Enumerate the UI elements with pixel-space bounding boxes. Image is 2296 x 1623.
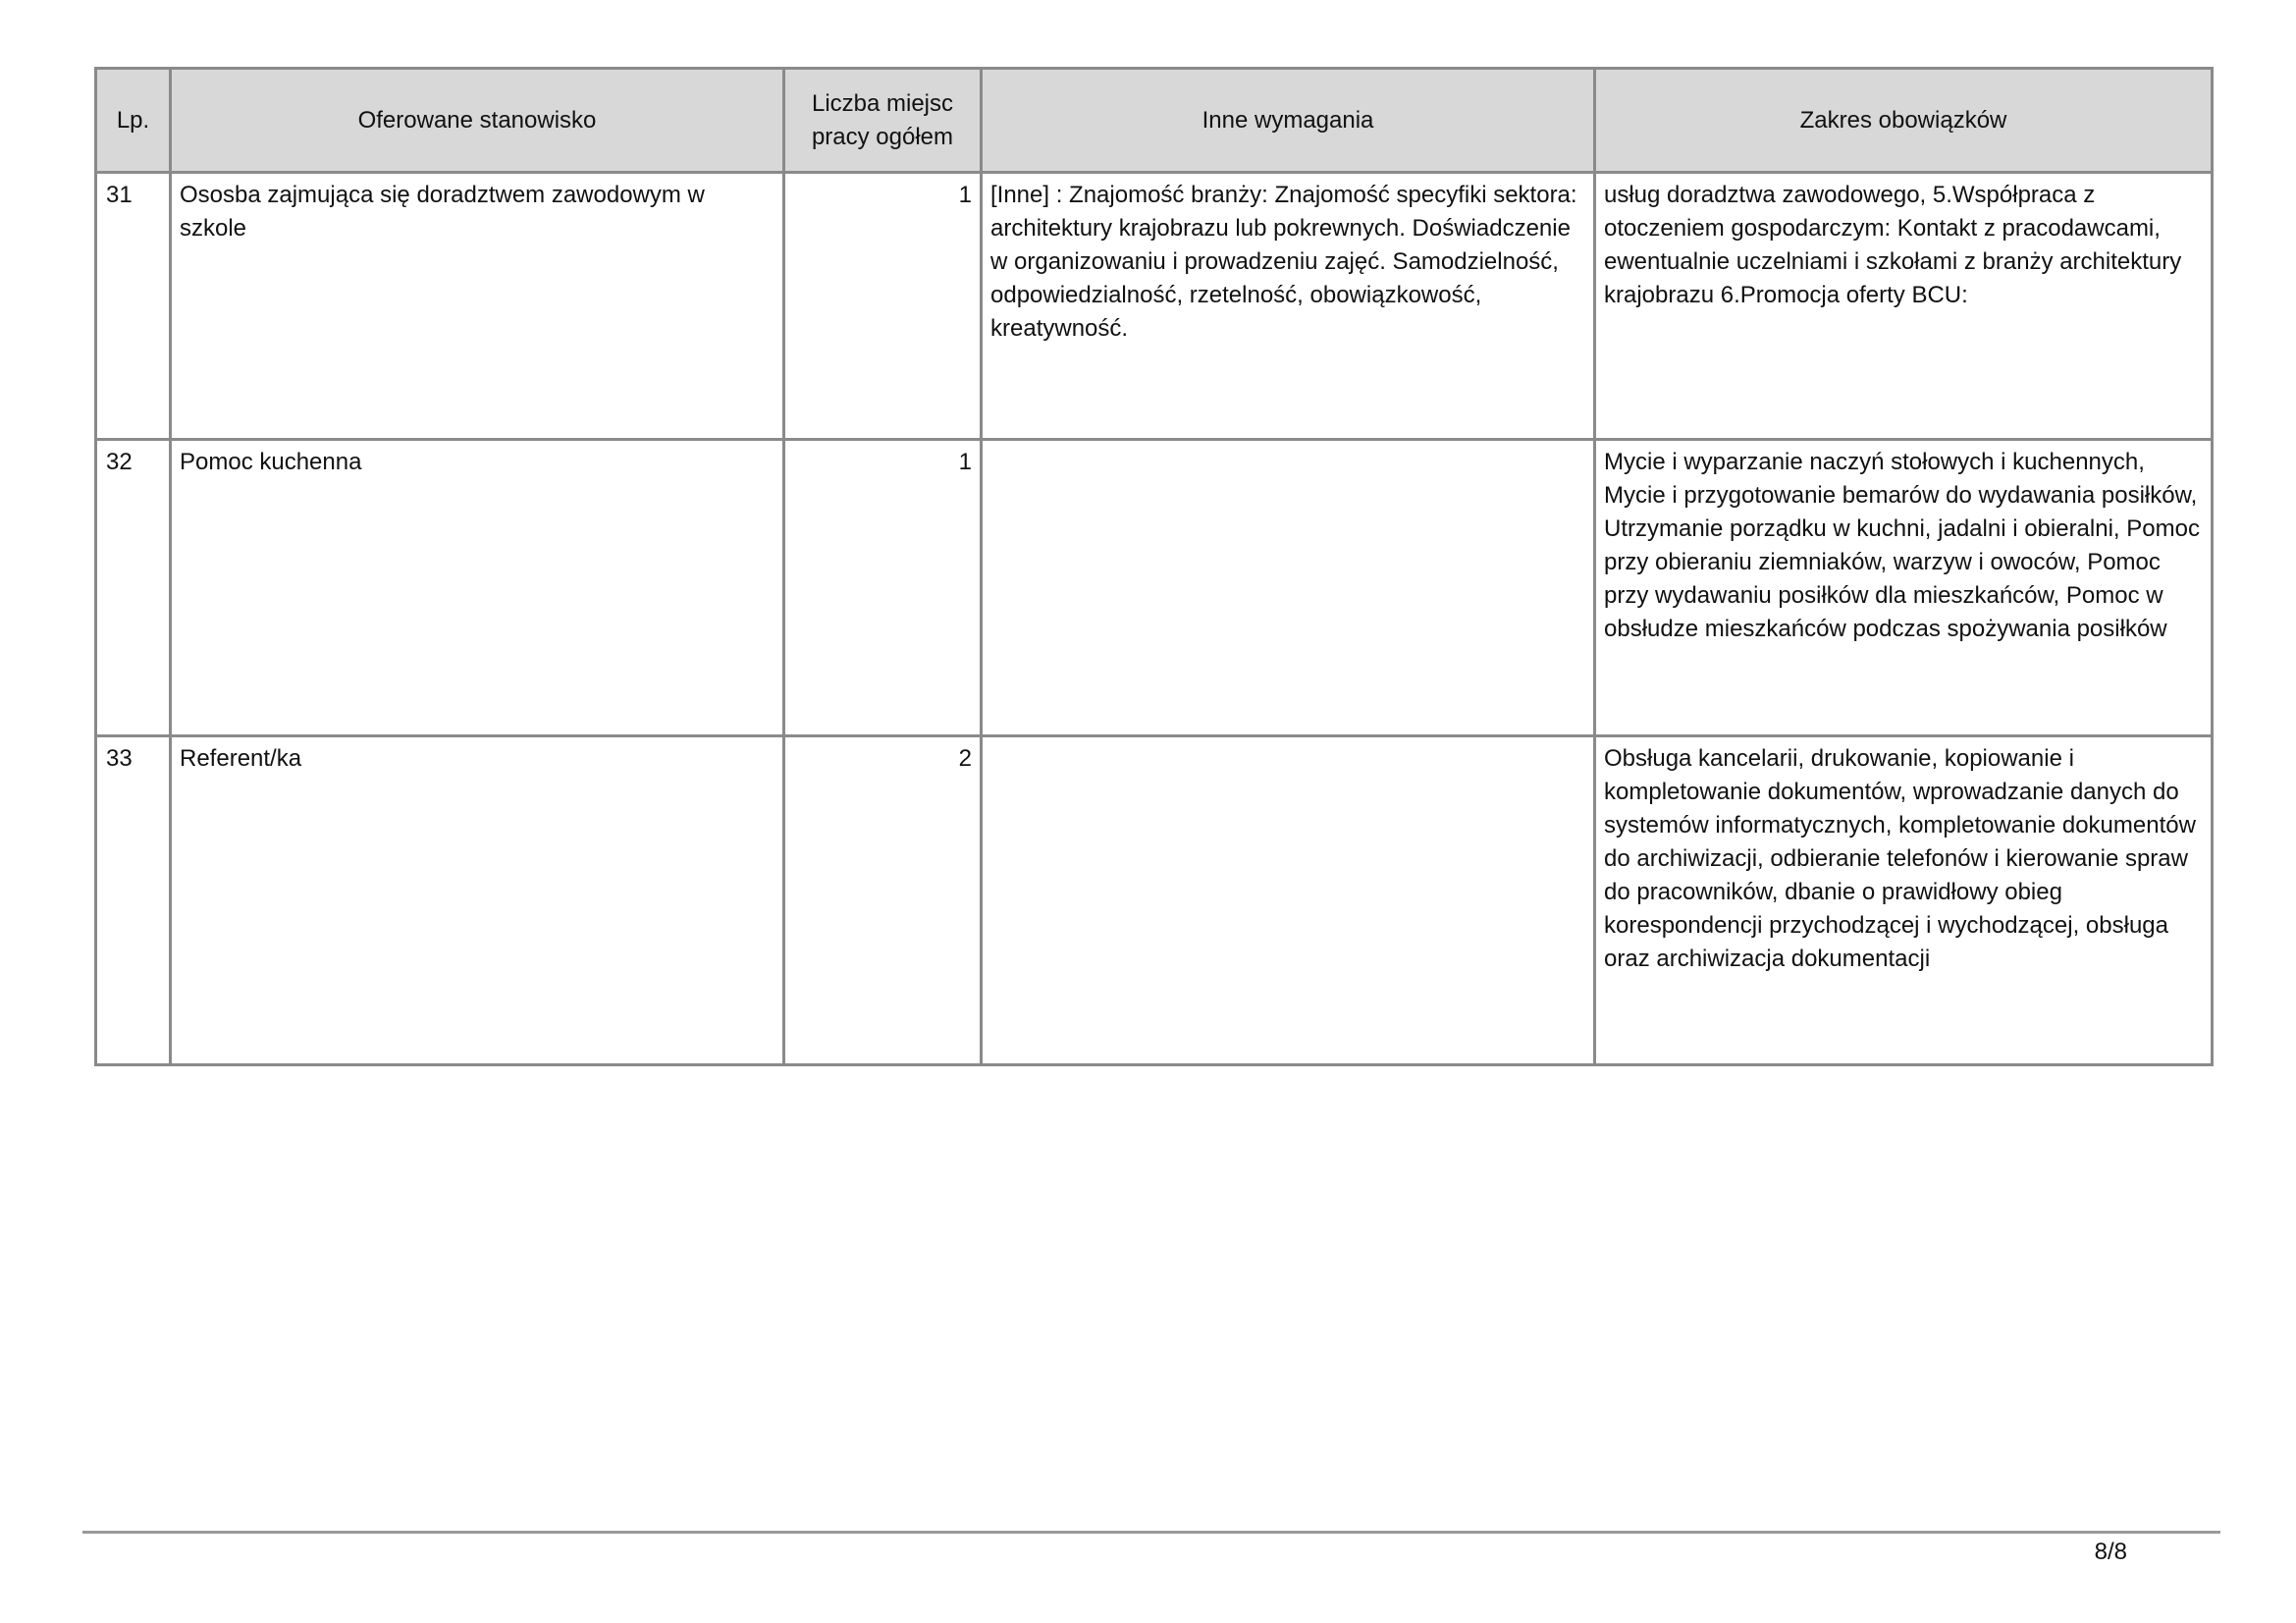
row-lp: 33 — [96, 736, 171, 1065]
row-position: Referent/ka — [171, 736, 784, 1065]
row-duties: usług doradztwa zawodowego, 5.Współpraca z otoczeniem gospodarczym: Kontakt z pracodawcami, ewentualnie uczelniami i szkołami z branży architektury krajobrazu 6.Promocja oferty BCU: — [1595, 173, 2213, 440]
row-count: 1 — [784, 173, 982, 440]
table-row — [96, 173, 2213, 440]
header-count: Liczba miejsc pracy ogółem — [784, 69, 982, 173]
row-requirements — [982, 736, 1595, 1065]
page-number: 8/8 — [2094, 1539, 2127, 1565]
table-row — [96, 440, 2213, 736]
row-count: 1 — [784, 440, 982, 736]
row-lp: 32 — [96, 440, 171, 736]
footer-divider — [82, 1531, 2220, 1534]
row-position: Ososba zajmująca się doradztwem zawodowym w szkole — [171, 173, 784, 440]
header-requirements: Inne wymagania — [982, 69, 1595, 173]
row-count: 2 — [784, 736, 982, 1065]
row-requirements: [Inne] : Znajomość branży: Znajomość specyfiki sektora: architektury krajobrazu lub pokrewnych. Doświadczenie w organizowaniu i prowadzeniu zajęć. Samodzielność, odpowiedzialność, rzetelność, obowiązkowość, kreatywność. — [982, 173, 1595, 440]
row-duties: Obsługa kancelarii, drukowanie, kopiowanie i kompletowanie dokumentów, wprowadzanie danych do systemów informatycznych, kompletowanie dokumentów do archiwizacji, odbieranie telefonów i kierowanie spraw do pracowników, dbanie o prawidłowy obieg korespondencji przychodzącej i wychodzącej, obsługa oraz archiwizacja dokumentacji — [1595, 736, 2213, 1065]
row-position: Pomoc kuchenna — [171, 440, 784, 736]
table-header-row — [96, 69, 2213, 173]
row-requirements — [982, 440, 1595, 736]
job-offers-table — [94, 67, 2214, 1066]
header-position: Oferowane stanowisko — [171, 69, 784, 173]
header-lp: Lp. — [96, 69, 171, 173]
table-row — [96, 736, 2213, 1065]
header-duties: Zakres obowiązków — [1595, 69, 2213, 173]
row-lp: 31 — [96, 173, 171, 440]
row-duties: Mycie i wyparzanie naczyń stołowych i kuchennych, Mycie i przygotowanie bemarów do wydawania posiłków, Utrzymanie porządku w kuchni, jadalni i obieralni, Pomoc przy obieraniu ziemniaków, warzyw i owoców, Pomoc przy wydawaniu posiłków dla mieszkańców, Pomoc w obsłudze mieszkańców podczas spożywania posiłków — [1595, 440, 2213, 736]
